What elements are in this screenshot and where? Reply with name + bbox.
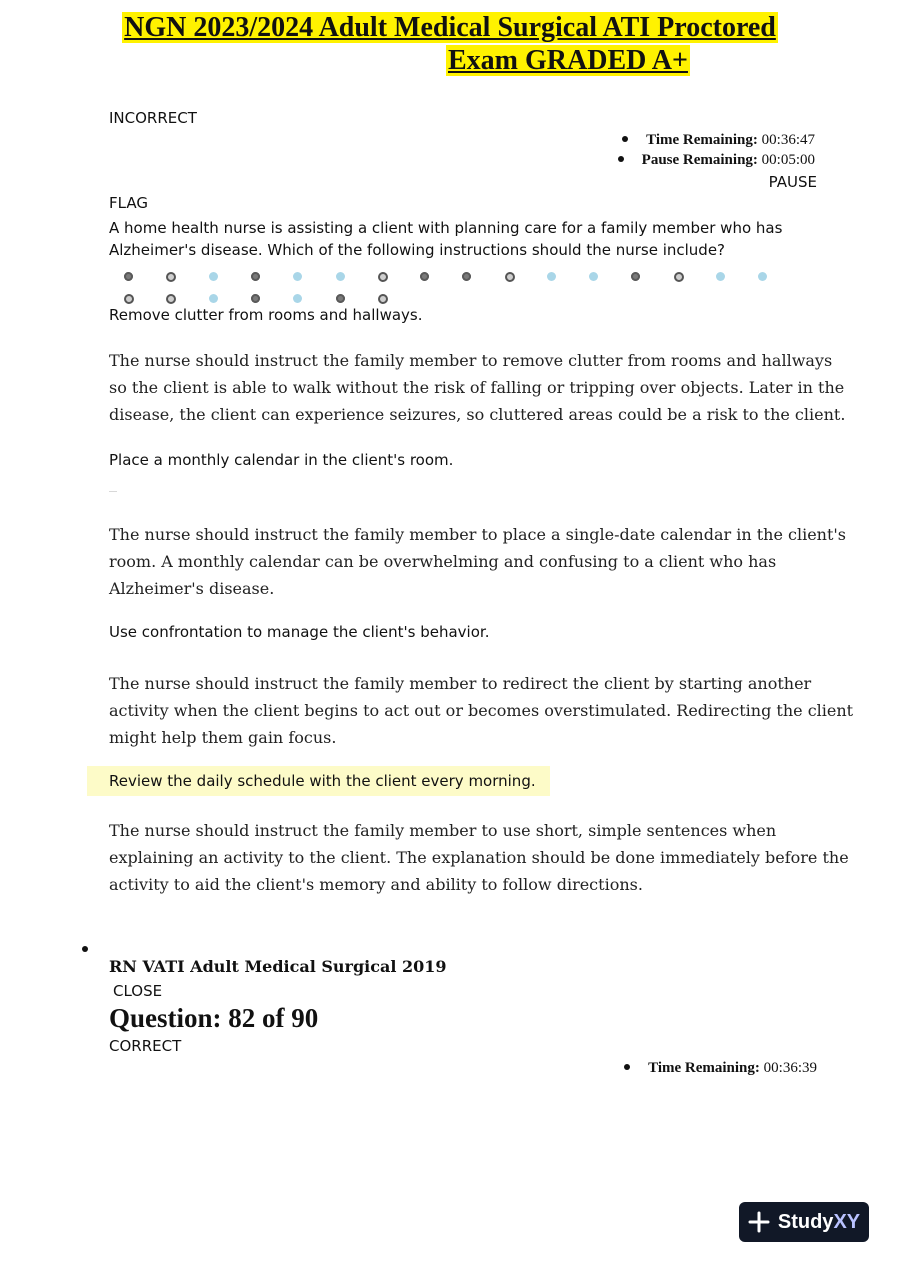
answer-option-selected[interactable]: Review the daily schedule with the client every morning. <box>87 766 550 796</box>
rationale-line: might help them gain focus. <box>109 728 337 747</box>
rationale-line: activity to aid the client's memory and ability to follow directions. <box>109 875 643 894</box>
question-nav-dot[interactable] <box>124 294 134 304</box>
rationale-line: room. A monthly calendar can be overwhelming and confusing to a client who has <box>109 552 777 571</box>
question-number: Question: 82 of 90 <box>109 1003 319 1033</box>
pause-button[interactable]: PAUSE <box>768 173 817 191</box>
question-nav-dot[interactable] <box>251 294 260 303</box>
question-nav-dot[interactable] <box>124 272 133 281</box>
answer-option[interactable]: Place a monthly calendar in the client's room. <box>109 451 454 469</box>
question-nav-dot[interactable] <box>505 272 515 282</box>
time-remaining <box>622 132 815 149</box>
question-nav-dot[interactable] <box>547 272 556 281</box>
logo-text-xy: XY <box>833 1210 861 1233</box>
rationale-line: so the client is able to walk without the risk of falling or tripping over objects. Later in the <box>109 378 845 397</box>
flag-button[interactable]: FLAG <box>109 194 148 212</box>
time-remaining <box>624 1060 817 1077</box>
question-nav-dot[interactable] <box>631 272 640 281</box>
result-status-correct: CORRECT <box>109 1037 182 1055</box>
question-prompt <box>109 217 782 261</box>
studyxy-logo <box>739 1202 869 1242</box>
question-nav-dot[interactable] <box>166 272 176 282</box>
answer-rationale <box>109 670 853 751</box>
question-nav-dot[interactable] <box>293 294 302 303</box>
rationale-line: Alzheimer's disease. <box>109 579 275 598</box>
question-nav-dot[interactable] <box>462 272 471 281</box>
question-nav-dot[interactable] <box>716 272 725 281</box>
logo-text-study: Study <box>777 1210 834 1233</box>
rationale-line: disease, the client can experience seizures, so cluttered areas could be a risk to the client. <box>109 405 846 424</box>
answer-rationale <box>109 817 849 898</box>
answer-rationale <box>109 347 845 428</box>
rationale-line: The nurse should instruct the family member to place a single-date calendar in the client's <box>109 525 847 544</box>
question-nav-dot[interactable] <box>674 272 684 282</box>
time-remaining-label: Time Remaining: <box>648 1060 760 1076</box>
document-title <box>0 12 900 44</box>
bullet-icon <box>82 946 88 952</box>
course-title: RN VATI Adult Medical Surgical 2019 <box>109 957 447 976</box>
answer-rationale <box>109 521 846 602</box>
result-status-incorrect: INCORRECT <box>109 109 197 127</box>
question-nav-dot[interactable] <box>758 272 767 281</box>
close-button[interactable]: CLOSE <box>113 982 163 1000</box>
time-remaining-label: Time Remaining: <box>646 132 758 148</box>
logo-text <box>778 1211 860 1234</box>
time-remaining-value: 00:36:39 <box>763 1060 817 1076</box>
plus-icon <box>748 1211 770 1233</box>
rationale-line: activity when the client begins to act out or becomes overstimulated. Redirecting the client <box>109 701 854 720</box>
title-line-2-wrap <box>446 45 690 77</box>
question-nav-dot[interactable] <box>293 272 302 281</box>
prompt-line: A home health nurse is assisting a client with planning care for a family member who has <box>109 219 783 237</box>
answer-option[interactable]: Use confrontation to manage the client's behavior. <box>109 623 490 641</box>
bullet-icon <box>622 136 628 142</box>
prompt-line: Alzheimer's disease. Which of the following instructions should the nurse include? <box>109 241 726 259</box>
bullet-icon <box>624 1064 630 1070</box>
rationale-line: The nurse should instruct the family member to redirect the client by starting another <box>109 674 812 693</box>
question-nav-dot[interactable] <box>420 272 429 281</box>
question-nav-dot[interactable] <box>209 294 218 303</box>
pause-remaining <box>618 152 815 169</box>
question-nav-dot[interactable] <box>251 272 260 281</box>
rationale-line: The nurse should instruct the family member to remove clutter from rooms and hallways <box>109 351 833 370</box>
divider <box>109 491 117 492</box>
pause-remaining-value: 00:05:00 <box>761 152 815 168</box>
question-nav-dot[interactable] <box>378 294 388 304</box>
question-nav-dot[interactable] <box>166 294 176 304</box>
question-nav-dot[interactable] <box>589 272 598 281</box>
answer-option[interactable]: Remove clutter from rooms and hallways. <box>109 306 423 324</box>
pause-remaining-label: Pause Remaining: <box>641 152 758 168</box>
question-nav-dot[interactable] <box>336 294 345 303</box>
question-nav-dot[interactable] <box>209 272 218 281</box>
question-nav-dot[interactable] <box>378 272 388 282</box>
time-remaining-value: 00:36:47 <box>761 132 815 148</box>
rationale-line: explaining an activity to the client. The explanation should be done immediately before the <box>109 848 849 867</box>
question-nav-dot[interactable] <box>336 272 345 281</box>
bullet-icon <box>618 156 624 162</box>
title-line-2: Exam GRADED A+ <box>448 45 688 76</box>
title-line-1: NGN 2023/2024 Adult Medical Surgical ATI Proctored <box>124 12 776 43</box>
rationale-line: The nurse should instruct the family member to use short, simple sentences when <box>109 821 777 840</box>
